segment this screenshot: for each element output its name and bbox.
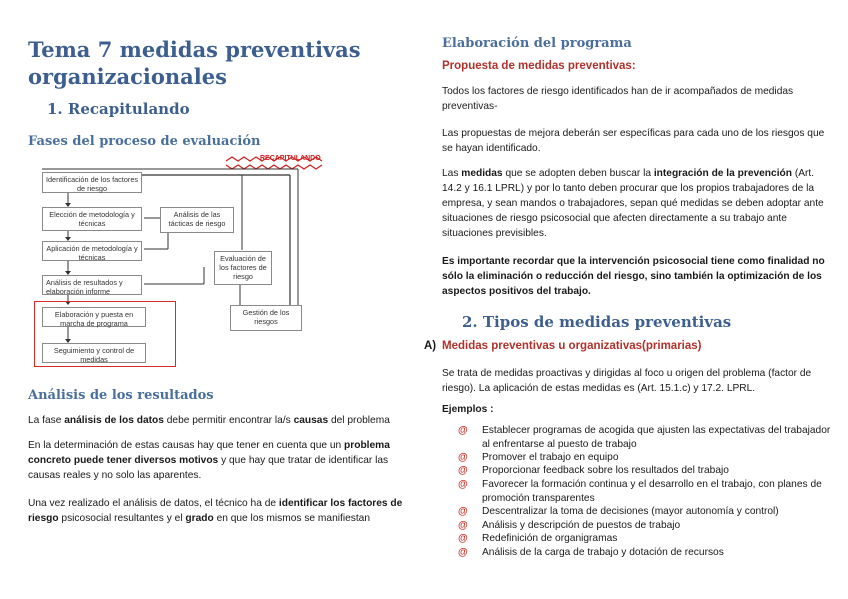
example-item bbox=[458, 505, 832, 519]
example-item bbox=[458, 424, 832, 451]
paragraph-factores: Todos los factores de riesgo identificados han de ir acompañados de medidas preventivas- bbox=[442, 86, 794, 112]
bullet-icon: @ bbox=[458, 479, 468, 490]
bullet-icon: @ bbox=[458, 547, 468, 558]
box-gestion: Gestión de los riesgos bbox=[230, 305, 302, 331]
sub-a-heading: Medidas preventivas u organizativas(primarias) bbox=[442, 340, 702, 352]
example-item bbox=[458, 546, 832, 560]
paragraph-medidas: Las medidas que se adopten deben buscar la integración de la prevención (Art. 14.2 y 16.1 LPRL) y por lo tanto deben procurar que los propios trabajadores de la empresa, y sean mandos o trabajadores, sepan qué medidas se deben adoptar ante situaciones de riesgo psicosocial que afecten directamente a su trabajo ante situaciones previsibles. bbox=[442, 168, 824, 239]
bullet-icon: @ bbox=[458, 425, 468, 436]
evaluation-process-diagram bbox=[28, 155, 328, 370]
proposal-subheading: Propuesta de medidas preventivas: bbox=[442, 60, 636, 72]
bullet-icon: @ bbox=[458, 520, 468, 531]
example-text: Proporcionar feedback sobre los resultados del trabajo bbox=[482, 465, 729, 476]
example-text: Favorecer la formación continua y el desarrollo en el trabajo, con planes de promoción transparentes bbox=[482, 479, 822, 504]
paragraph-propuestas: Las propuestas de mejora deberán ser específicas para cada uno de los riesgos que se hayan identificado. bbox=[442, 128, 825, 154]
results-paragraph-1: La fase análisis de los datos debe permitir encontrar la/s causas del problema bbox=[28, 415, 390, 426]
box-evaluacion: Evaluación de los factores de riesgo bbox=[214, 251, 272, 285]
box-identificacion: Identificación de los factores de riesgo bbox=[42, 172, 142, 193]
box-elaboracion: Elaboración y puesta en marcha de programa bbox=[42, 307, 146, 327]
paragraph-proactivas: Se trata de medidas proactivas y dirigidas al foco u origen del problema (factor de riesgo). La aplicación de estas medidas es (Art. 15.1.c) y 17.2. LPRL. bbox=[442, 368, 812, 394]
phases-heading: Fases del proceso de evaluación bbox=[28, 134, 261, 149]
box-aplicacion: Aplicación de metodología y técnicas bbox=[42, 241, 142, 261]
box-analisis-resultados: Análisis de resultados y elaboración informe bbox=[42, 275, 142, 295]
section-heading-recapitulando: 1. Recapitulando bbox=[47, 100, 190, 118]
results-paragraph-2: En la determinación de estas causas hay que tener en cuenta que un problema concreto puede tener diversos motivos y que hay que tratar de identificar las causas reales y no solo las aparentes. bbox=[28, 440, 390, 481]
example-text: Promover el trabajo en equipo bbox=[482, 452, 619, 463]
results-paragraph-3: Una vez realizado el análisis de datos, el técnico ha de identificar los factores de riesgo psicosocial resultantes y el grado en que los mismos se manifiestan bbox=[28, 498, 403, 524]
example-text: Descentralizar la toma de decisiones (mayor autonomía y control) bbox=[482, 506, 779, 517]
example-item bbox=[458, 519, 832, 533]
example-text: Análisis y descripción de puestos de trabajo bbox=[482, 520, 681, 531]
page-title: Tema 7 medidas preventivas organizacionales bbox=[28, 37, 361, 89]
example-text: Análisis de la carga de trabajo y dotación de recursos bbox=[482, 547, 724, 558]
example-text: Establecer programas de acogida que ajusten las expectativas del trabajador al enfrentarse al puesto de trabajo bbox=[482, 425, 831, 450]
example-item bbox=[458, 532, 832, 546]
examples-label: Ejemplos : bbox=[442, 404, 494, 415]
bullet-icon: @ bbox=[458, 533, 468, 544]
example-item bbox=[458, 478, 832, 505]
box-seguimiento: Seguimiento y control de medidas bbox=[42, 343, 146, 363]
recap-label: RECAPITULANDO bbox=[260, 155, 321, 162]
bullet-icon: @ bbox=[458, 452, 468, 463]
results-heading: Análisis de los resultados bbox=[28, 388, 214, 403]
paragraph-intervencion: Es importante recordar que la intervención psicosocial tiene como finalidad no sólo la eliminación o reducción del riesgo, sino también la optimización de los aspectos positivos del trabajo. bbox=[442, 256, 825, 297]
example-item bbox=[458, 464, 832, 478]
example-item bbox=[458, 451, 832, 465]
example-text: Redefinición de organigramas bbox=[482, 533, 618, 544]
box-analisis-tacticas: Análisis de las tácticas de riesgo bbox=[160, 207, 234, 233]
sub-a-letter: A) bbox=[424, 340, 437, 352]
program-heading: Elaboración del programa bbox=[442, 36, 632, 51]
bullet-icon: @ bbox=[458, 465, 468, 476]
bullet-icon: @ bbox=[458, 506, 468, 517]
section-heading-tipos: 2. Tipos de medidas preventivas bbox=[462, 313, 732, 331]
box-eleccion: Elección de metodología y técnicas bbox=[42, 207, 142, 231]
